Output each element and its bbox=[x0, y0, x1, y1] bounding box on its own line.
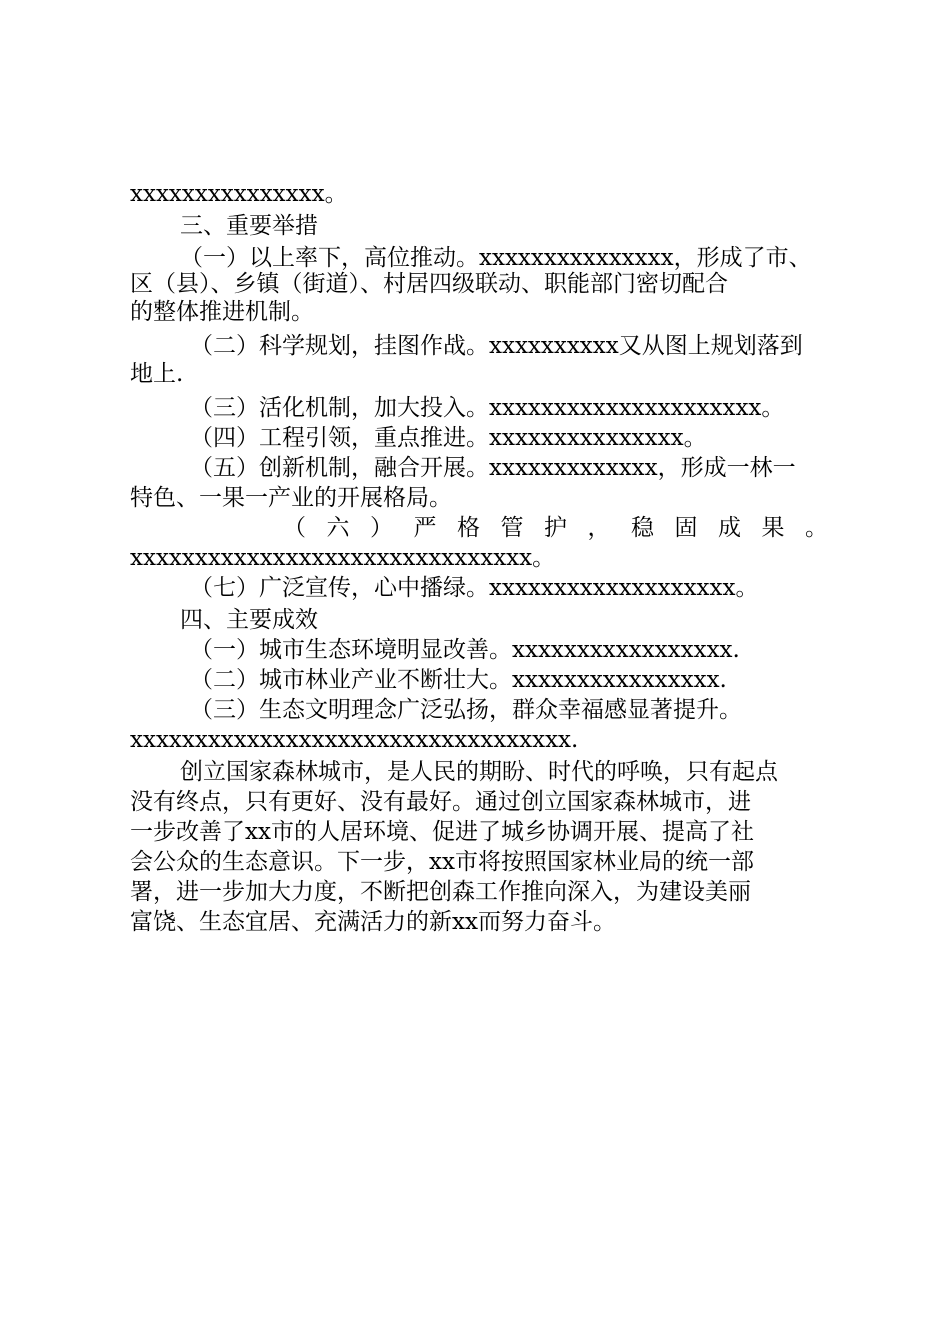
spread-char: 果 bbox=[761, 515, 785, 541]
section-heading: 四、主要成效 bbox=[180, 607, 318, 633]
text-line: 地上. bbox=[130, 361, 184, 387]
spread-char: 稳 bbox=[631, 515, 654, 541]
paragraph-line: 富饶、生态宜居、充满活力的新xx而努力奋斗。 bbox=[130, 909, 616, 935]
text-line: 特色、一果一产业的开展格局。 bbox=[130, 485, 452, 511]
spread-char: 成 bbox=[718, 515, 741, 541]
text-line: （二）科学规划，挂图作战。xxxxxxxxxx又从图上规划落到 bbox=[190, 333, 803, 359]
text-line: xxxxxxxxxxxxxxxxxxxxxxxxxxxxxxxxxx. bbox=[130, 727, 579, 753]
text-line: xxxxxxxxxxxxxxx。 bbox=[130, 181, 348, 207]
spread-char: 六 bbox=[326, 515, 350, 541]
spread-char: ， bbox=[587, 515, 611, 541]
paragraph-line: 会公众的生态意识。下一步，xx市将按照国家林业局的统一部 bbox=[130, 849, 754, 875]
spread-char: 严 bbox=[413, 515, 437, 541]
text-line: （一）城市生态环境明显改善。xxxxxxxxxxxxxxxxx. bbox=[190, 637, 740, 663]
spread-char: 护 bbox=[544, 515, 567, 541]
spread-char: ） bbox=[370, 515, 393, 541]
text-line: （一）以上率下，高位推动。xxxxxxxxxxxxxxx，形成了市、 bbox=[180, 245, 812, 271]
spread-char: 。 bbox=[805, 515, 828, 541]
spread-char: 固 bbox=[674, 515, 698, 541]
text-line: （四）工程引领，重点推进。xxxxxxxxxxxxxxx。 bbox=[190, 425, 707, 451]
text-line: （七）广泛宣传，心中播绿。xxxxxxxxxxxxxxxxxxx。 bbox=[190, 575, 759, 601]
paragraph-line: 署，进一步加大力度，不断把创森工作推向深入，为建设美丽 bbox=[130, 879, 751, 905]
spread-char: （ bbox=[283, 515, 306, 541]
text-line: （三）生态文明理念广泛弘扬，群众幸福感显著提升。 bbox=[190, 697, 742, 723]
spread-heading-line bbox=[283, 512, 828, 544]
spread-char: 格 bbox=[457, 515, 480, 541]
paragraph-line: 一步改善了xx市的人居环境、促进了城乡协调开展、提高了社 bbox=[130, 819, 754, 845]
paragraph-line: 创立国家森林城市，是人民的期盼、时代的呼唤，只有起点 bbox=[180, 759, 778, 785]
paragraph-line: 没有终点，只有更好、没有最好。通过创立国家森林城市，进 bbox=[130, 789, 751, 815]
text-line: （二）城市林业产业不断壮大。xxxxxxxxxxxxxxxx. bbox=[190, 667, 727, 693]
text-line: xxxxxxxxxxxxxxxxxxxxxxxxxxxxxxx。 bbox=[130, 545, 556, 571]
text-line: （五）创新机制，融合开展。xxxxxxxxxxxxx，形成一林一 bbox=[190, 455, 796, 481]
spread-char: 管 bbox=[500, 515, 524, 541]
section-heading: 三、重要举措 bbox=[180, 213, 318, 239]
text-line: （三）活化机制，加大投入。xxxxxxxxxxxxxxxxxxxxx。 bbox=[190, 395, 785, 421]
text-line: 区（县）、乡镇（街道）、村居四级联动、职能部门密切配合 bbox=[130, 271, 728, 297]
text-line: 的整体推进机制。 bbox=[130, 299, 314, 325]
